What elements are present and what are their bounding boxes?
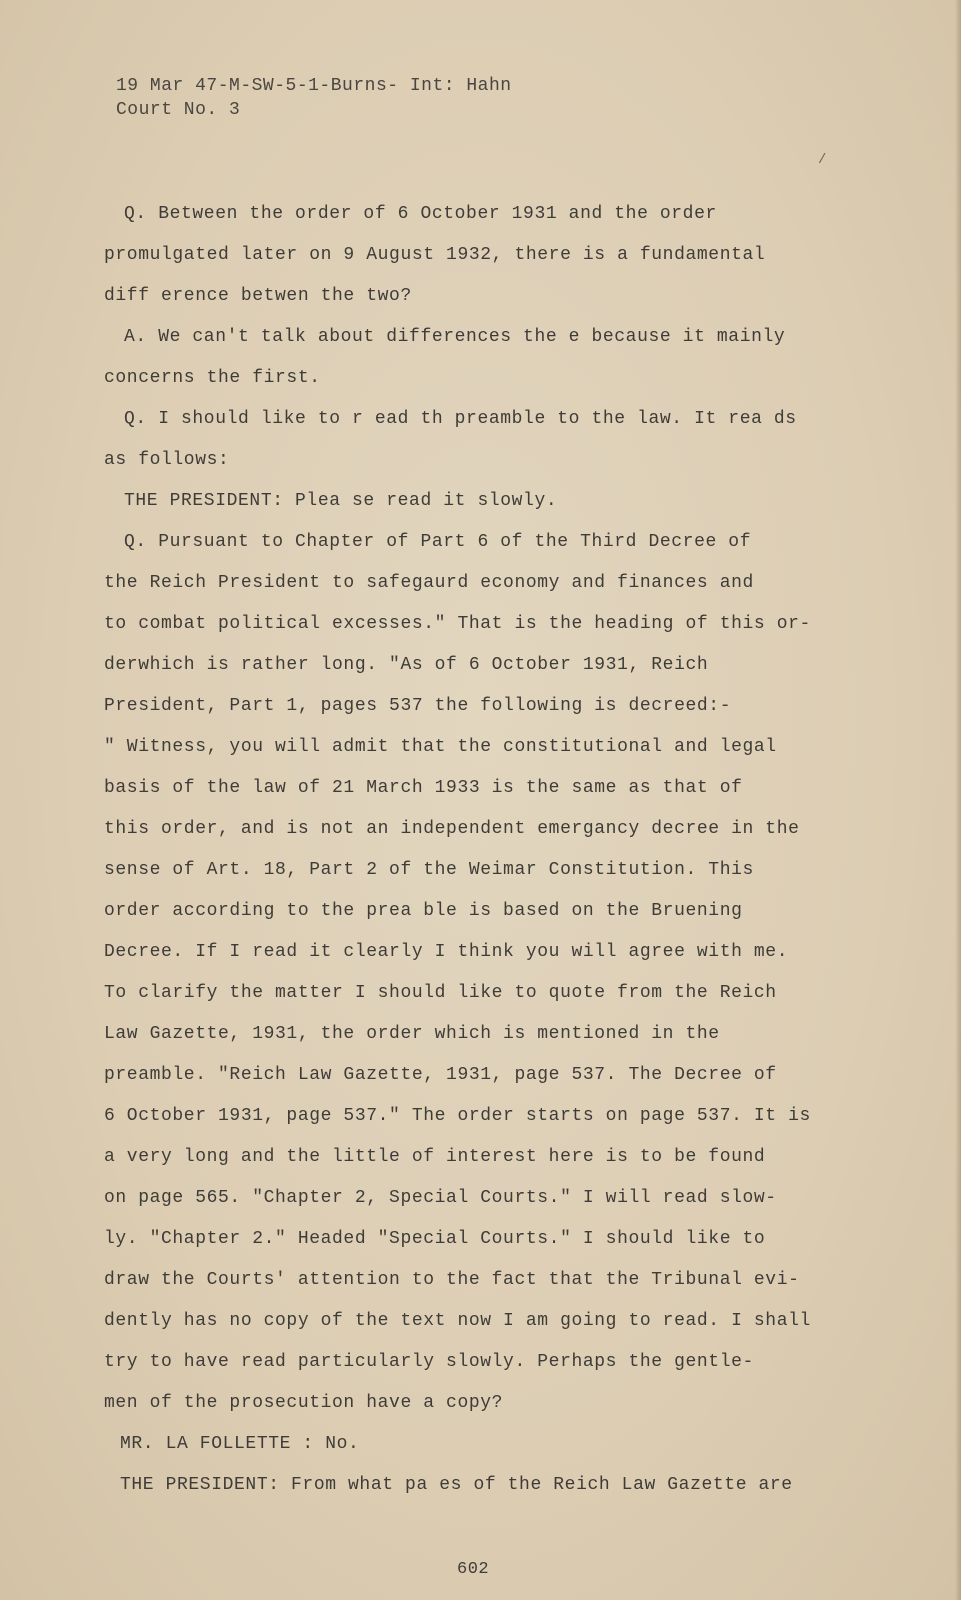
document-header <box>116 74 512 122</box>
header-court-line: Court No. 3 <box>116 100 241 120</box>
transcript-line: " Witness, you will admit that the constitutional and legal <box>104 737 777 757</box>
transcript-line: Decree. If I read it clearly I think you will agree with me. <box>104 942 789 962</box>
transcript-line: concerns the first. <box>104 368 321 388</box>
transcript-line: A. We can't talk about differences the e because it mainly <box>124 327 786 347</box>
transcript-line: MR. LA FOLLETTE : No. <box>120 1434 360 1454</box>
transcript-line: draw the Courts' attention to the fact that the Tribunal evi- <box>104 1270 800 1290</box>
transcript-line: ly. "Chapter 2." Headed "Special Courts." I should like to <box>104 1229 766 1249</box>
stray-mark: / <box>818 152 827 168</box>
header-reference-line: 19 Mar 47-M-SW-5-1-Burns- Int: Hahn <box>116 76 512 96</box>
transcript-line: sense of Art. 18, Part 2 of the Weimar Constitution. This <box>104 860 754 880</box>
transcript-line: preamble. "Reich Law Gazette, 1931, page 537. The Decree of <box>104 1065 777 1085</box>
transcript-line: this order, and is not an independent emergancy decree in the <box>104 819 800 839</box>
transcript-line: promulgated later on 9 August 1932, there is a fundamental <box>104 245 766 265</box>
transcript-line: the Reich President to safegaurd economy and finances and <box>104 573 754 593</box>
transcript-line: 6 October 1931, page 537." The order starts on page 537. It is <box>104 1106 811 1126</box>
transcript-line: to combat political excesses." That is the heading of this or- <box>104 614 811 634</box>
transcript-line: Q. I should like to r ead th preamble to the law. It rea ds <box>124 409 797 429</box>
transcript-line: Law Gazette, 1931, the order which is mentioned in the <box>104 1024 720 1044</box>
transcript-line: dently has no copy of the text now I am going to read. I shall <box>104 1311 811 1331</box>
transcript-line: To clarify the matter I should like to quote from the Reich <box>104 983 777 1003</box>
transcript-line: Q. Pursuant to Chapter of Part 6 of the Third Decree of <box>124 532 752 552</box>
transcript-line: on page 565. "Chapter 2, Special Courts." I will read slow- <box>104 1188 777 1208</box>
transcript-line: THE PRESIDENT: From what pa es of the Reich Law Gazette are <box>120 1475 793 1495</box>
transcript-line: Q. Between the order of 6 October 1931 and the order <box>124 204 717 224</box>
transcript-line: try to have read particularly slowly. Perhaps the gentle- <box>104 1352 754 1372</box>
transcript-line: THE PRESIDENT: Plea se read it slowly. <box>124 491 558 511</box>
transcript-line: diff erence betwen the two? <box>104 286 412 306</box>
transcript-line: President, Part 1, pages 537 the following is decreed:- <box>104 696 732 716</box>
transcript-line: order according to the prea ble is based on the Bruening <box>104 901 743 921</box>
transcript-line: men of the prosecution have a copy? <box>104 1393 504 1413</box>
page-number: 602 <box>457 1560 490 1579</box>
transcript-line: a very long and the little of interest here is to be found <box>104 1147 766 1167</box>
page-edge-shadow <box>955 0 961 1600</box>
transcript-line: as follows: <box>104 450 230 470</box>
transcript-body <box>104 194 864 1506</box>
transcript-line: basis of the law of 21 March 1933 is the same as that of <box>104 778 743 798</box>
transcript-line: derwhich is rather long. "As of 6 October 1931, Reich <box>104 655 709 675</box>
